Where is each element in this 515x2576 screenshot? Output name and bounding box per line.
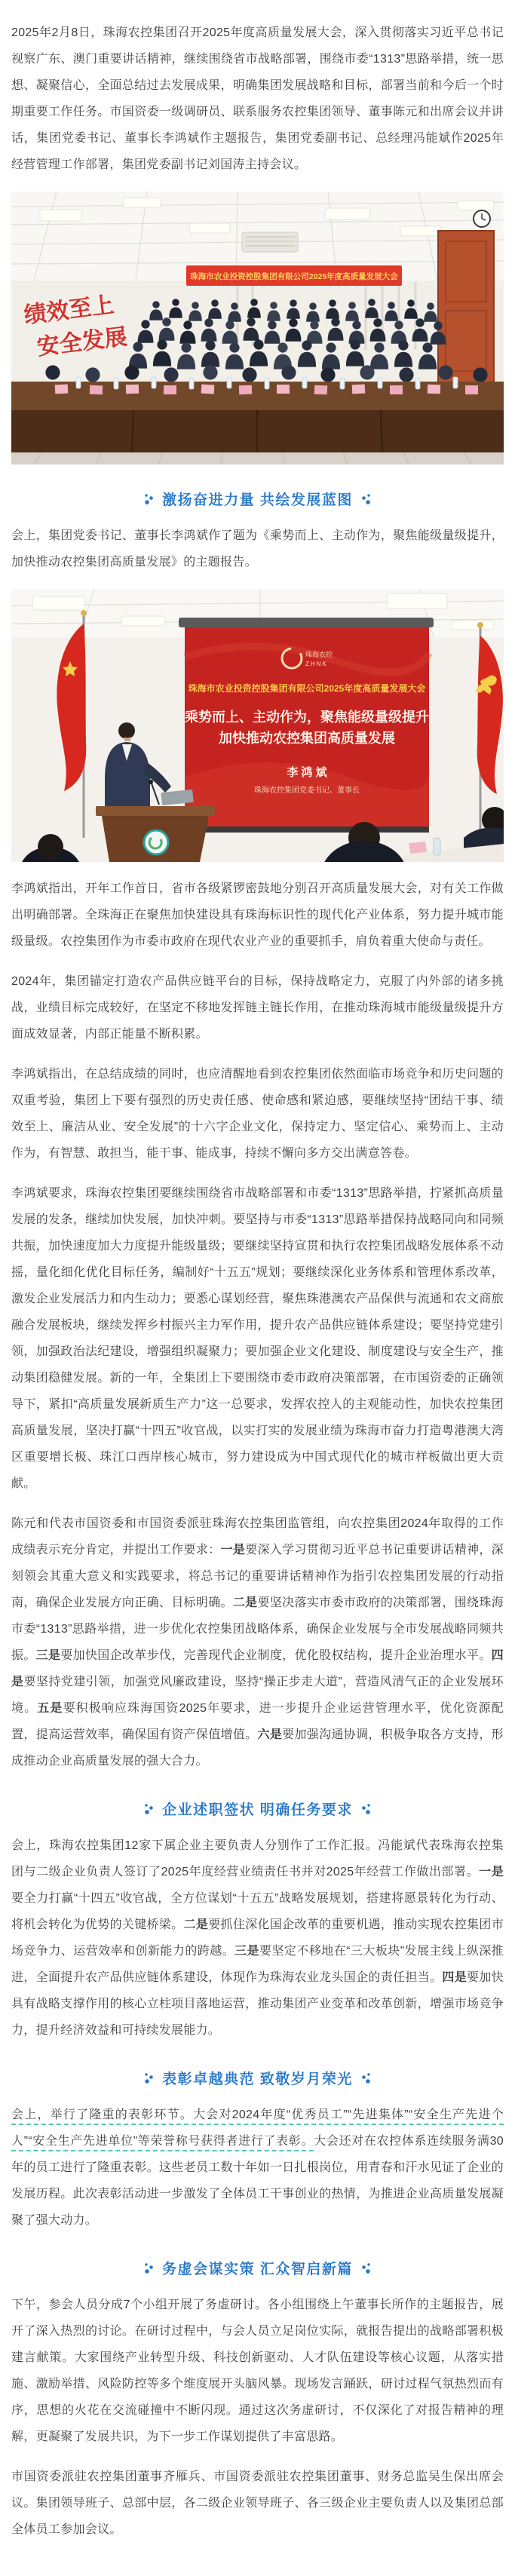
text-segment: 四是 xyxy=(442,1971,467,1984)
intro-paragraph: 2025年2月8日，珠海农控集团召开2025年度高质量发展大会，深入贯彻落实习近平总书记视察广东、澳门重要讲话精神，继续围绕省市战略部署，围绕市委“1313”思路举措，统一思想、凝聚信心，全面总结过去发展成果，明确集团发展战略和目标，部署当前和今后一个时期重要工作任务。市国资委一级调研员、联系服务农控集团领导、董事陈元和出席会议并讲话，集团党委书记、董事长李鸿斌作主题报告，集团党委副书记、总经理冯能斌作2025年经营管理工作部署，集团党委副书记刘国涛主持会议。 xyxy=(11,26,504,171)
supervisor-remarks-paragraph xyxy=(11,1510,504,1774)
section-title: 表彰卓越典范 致敬岁月荣光 xyxy=(162,2072,353,2087)
wall-slogan-line1: 绩效至上 xyxy=(22,292,116,329)
screen-speaker-title: 珠海农控集团党委书记、董事长 xyxy=(254,787,360,795)
discussion-paragraph: 下午，参会人员分成7个小组开展了务虚研讨。各小组围绕上午董事长所作的主题报告，展开了深入热烈的讨论。在研讨过程中，与会人员立足岗位实际，就报告提出的战略部署积极建言献策。大家围绕产业转型升级、科技创新驱动、人才队伍建设等核心议题，从落实措施、激励举措、风险防控等多个维度展开头脑风暴。现场发言踊跃，研讨过程气氛热烈而有序，思想的火花在交流碰撞中不断闪现。通过这次务虚研讨，不仅深化了对报告精神的理解，更凝聚了发展共识，为下一步工作谋划提供了丰富思路。 xyxy=(11,2298,504,2443)
wall-clock xyxy=(474,210,490,227)
wall-slogan-line2: 安全发展 xyxy=(35,324,129,360)
speech-paragraph-3: 李鸿斌指出，在总结成绩的同时，也应清醒地看到农控集团依然面临市场竞争和历史问题的双重考验，集团上下要有强烈的历史责任感、使命感和紧迫感，要继续坚持“团结干事、绩效至上、廉洁从业、安全发展”的十六字企业文化，保持定力、坚定信心、乘势而上、主动作为，有智慧、敢担当，能干事、能成事，持续不懈向多方交出满意答卷。 xyxy=(11,1068,504,1160)
meeting-floor xyxy=(11,452,504,465)
text-segment: 四是 xyxy=(11,1649,504,1688)
photo-group-meeting-image xyxy=(11,192,504,465)
meeting-banner-text: 珠海市农业投资控股集团有限公司2025年度高质量发展大会 xyxy=(190,272,398,281)
text-segment: 一是 xyxy=(220,1544,246,1556)
heading-ornament-right-icon xyxy=(360,1803,371,1814)
photo-speech[interactable] xyxy=(11,589,504,862)
photo-group-meeting[interactable] xyxy=(11,192,504,465)
text-segment: 五是 xyxy=(37,1702,63,1715)
meeting-door xyxy=(438,231,494,385)
text-segment: 要抓住深化国企改革的重要机遇，推动实现农控集团市场竞争力、运营效率和创新能力的跨越。 xyxy=(11,1918,504,1958)
text-segment: 要全力打赢“十四五”收官战，全方位谋划“十五五”战略发展规划，搭建将愿景转化为行动、将机会转化为优势的关键桥梁。 xyxy=(11,1892,504,1931)
photo-speech-image xyxy=(11,589,504,862)
heading-ornament-right-icon xyxy=(360,2262,371,2274)
text-segment: 三是 xyxy=(235,1945,260,1958)
text-segment: 一是 xyxy=(479,1866,504,1878)
section-title: 务虚会谋实策 汇众智启新篇 xyxy=(162,2262,353,2277)
attendees-paragraph: 市国资委派驻农控集团董事齐雁兵、市国资委派驻农控集团董事、财务总监吴生保出席会议。集团领导班子、总部中层，各二级企业领导班子、各三级企业主要负责人以及集团总部全体员工参加会议。 xyxy=(11,2470,504,2536)
text-segment: 要坚决落实市委市政府的决策部署，围绕珠海市委“1313”思路举措，进一步优化农控集团战略体系，确保企业发展与全市发展战略同频共振。 xyxy=(11,1596,504,1662)
heading-ornament-left-icon xyxy=(144,493,155,504)
heading-ornament-left-icon xyxy=(144,2072,155,2084)
text-segment: 会上，举行了隆重的表彰环节。大会对2024年度“优秀员工”“先进集体”“安全生产先进个人”“安全生产先进单位”等荣誉称号获得者进行了表彰。 xyxy=(11,2108,504,2148)
section-heading-2 xyxy=(11,1799,504,1819)
screen-logo-name: 珠海农控 xyxy=(305,651,333,658)
section-heading-1 xyxy=(11,489,504,509)
text-segment: 要深入学习贯彻习近平总书记重要讲话精神，深刻领会其重大意义和实践要求，将总书记的重要讲话精神作为指引农控集团发展的行动指南，确保企业发展方向正确、目标明确。 xyxy=(11,1544,504,1609)
section-heading-4 xyxy=(11,2258,504,2278)
screen-org-line: 珠海市农业投资控股集团有限公司2025年度高质量发展大会 xyxy=(188,683,426,694)
heading-ornament-right-icon xyxy=(360,2072,371,2084)
text-segment: 要坚定不移地在“三大板块”发展主线上纵深推进，全面提升农产品供应链体系建设，体现作为珠海农业龙头国企的责任担当。 xyxy=(11,1945,504,1984)
screen-title-line2: 加快推动农控集团高质量发展 xyxy=(219,731,395,746)
foreground-name-card xyxy=(409,842,426,854)
screen-logo-abbr: ZHNK xyxy=(305,661,328,667)
heading-ornament-left-icon xyxy=(144,2262,155,2274)
text-segment: 要加强沟通协调，积极争取各方支持，形成推动企业高质量发展的强大合力。 xyxy=(11,1728,504,1768)
text-segment: 会上，珠海农控集团12家下属企业主要负责人分别作了工作汇报。冯能斌代表珠海农控集团与二级企业负责人签订了2025年度经营业绩责任书并对2025年经营工作做出部署。 xyxy=(11,1839,504,1878)
text-segment: 三是 xyxy=(35,1649,61,1662)
podium-logo xyxy=(144,830,168,854)
commendation-paragraph xyxy=(11,2102,504,2234)
text-segment: 六是 xyxy=(257,1728,283,1741)
ceiling-vent xyxy=(242,232,298,252)
text-segment: 要加快国企改革步伐，完善现代企业制度，优化股权结构，提升企业治理水平。 xyxy=(60,1649,492,1662)
report-title-paragraph: 会上，集团党委书记、董事长李鸿斌作了题为《乘势而上、主动作为，聚焦能级量级提升，加快推动农控集团高质量发展》的主题报告。 xyxy=(11,529,504,569)
screen-title-line1: 乘势而上、主动作为，聚焦能级量级提升 xyxy=(185,710,429,725)
screen-casing xyxy=(179,618,434,627)
text-segment: 要积极响应珠海国资2025年要求，进一步提升企业运营管理水平，优化资源配置，提高运营效率，确保国有资产保值增值。 xyxy=(11,1702,504,1741)
heading-ornament-left-icon xyxy=(144,1803,155,1814)
text-segment: 大会还对在农控体系连续服务满30年的员工进行了隆重表彰。这些老员工数十年如一日扎根岗位，用青春和汗水见证了企业的发展历程。此次表彰活动进一步激发了全体员工干事创业的热情，为推进企业高质量发展凝聚了强大动力。 xyxy=(11,2135,504,2227)
text-segment: 陈元和代表市国资委和市国资委派驻珠海农控集团监管组，向农控集团2024年取得的工作成绩表示充分肯定，并提出工作要求： xyxy=(11,1517,504,1556)
speech-paragraph-2: 2024年，集团锚定打造农产品供应链平台的目标，保持战略定力，克服了内外部的诸多挑战，业绩目标完成较好，在坚定不移地发挥链主链长作用，在推动珠海城市能级量级提升方面成效显著，内部正能量不断积累。 xyxy=(11,975,504,1041)
section-title: 激扬奋进力量 共绘发展蓝图 xyxy=(162,492,353,508)
heading-ornament-right-icon xyxy=(360,493,371,504)
speech-paragraph-1: 李鸿斌指出，开年工作首日，省市各级紧锣密鼓地分别召开高质量发展大会，对有关工作做出明确部署。全珠海正在聚焦加快建设具有珠海标识性的现代化产业体系，努力提升城市能级量级。农控集团作为市委市政府在现代农业产业的重要抓手，肩负着重大使命与责任。 xyxy=(11,882,504,948)
screen-bottom-bar xyxy=(185,826,429,833)
text-segment: 二是 xyxy=(232,1596,258,1609)
section-title: 企业述职签状 明确任务要求 xyxy=(162,1802,353,1818)
text-segment: 要加快具有战略支撑作用的核心立柱项目落地运营，推动集团产业变革和改革创新，增强市场竞争力，提升经济效益和可持续发展能力。 xyxy=(11,1971,504,2037)
section-heading-3 xyxy=(11,2068,504,2088)
text-segment: 要坚持党建引领，加强党风廉政建设，坚持“操正步走大道”，营造风清气正的企业发展环境。 xyxy=(11,1676,504,1715)
responsibility-signing-paragraph xyxy=(11,1832,504,2044)
screen-speaker-name: 李 鸿 斌 xyxy=(287,766,327,779)
speech-paragraph-4: 李鸿斌要求，珠海农控集团要继续围绕省市战略部署和市委“1313”思路举措，拧紧抓高质量发展的发条，继续加快发展，加快冲刺。要坚持与市委“1313”思路举措保持战略同向和同频共振，加快速度加大力度提升能级量级；要继续坚持宣贯和执行农控集团战略发展体系不动摇，量化细化优化目标任务，编制好“十五五”规划；要继续深化业务体系和管理体系改革，激发企业发展活力和内生动力；要悉心谋划经营，聚焦珠港澳农产品保供与流通和农文商旅融合发展板块，继续发挥乡村振兴主力军作用，提升农产品供应链体系建设；要坚持党建引领，加强政治法纪建设，增强组织凝聚力；要加强企业文化建设、制度建设与安全生产，推动集团稳健发展。新的一年，全集团上下要围绕市委市政府决策部署，在市国资委的正确领导下，紧扣“高质量发展新质生产力”这一总要求，发挥农控人的主观能动性，加快农控集团高质量发展，坚决打赢“十四五”收官战，以实打实的发展业绩为珠海市奋力打造粤港澳大湾区重要增长极、珠江口西岸核心城市，努力建设成为中国式现代化的城市样板做出更大贡献。 xyxy=(11,1187,504,1490)
text-segment: 二是 xyxy=(183,1918,209,1931)
